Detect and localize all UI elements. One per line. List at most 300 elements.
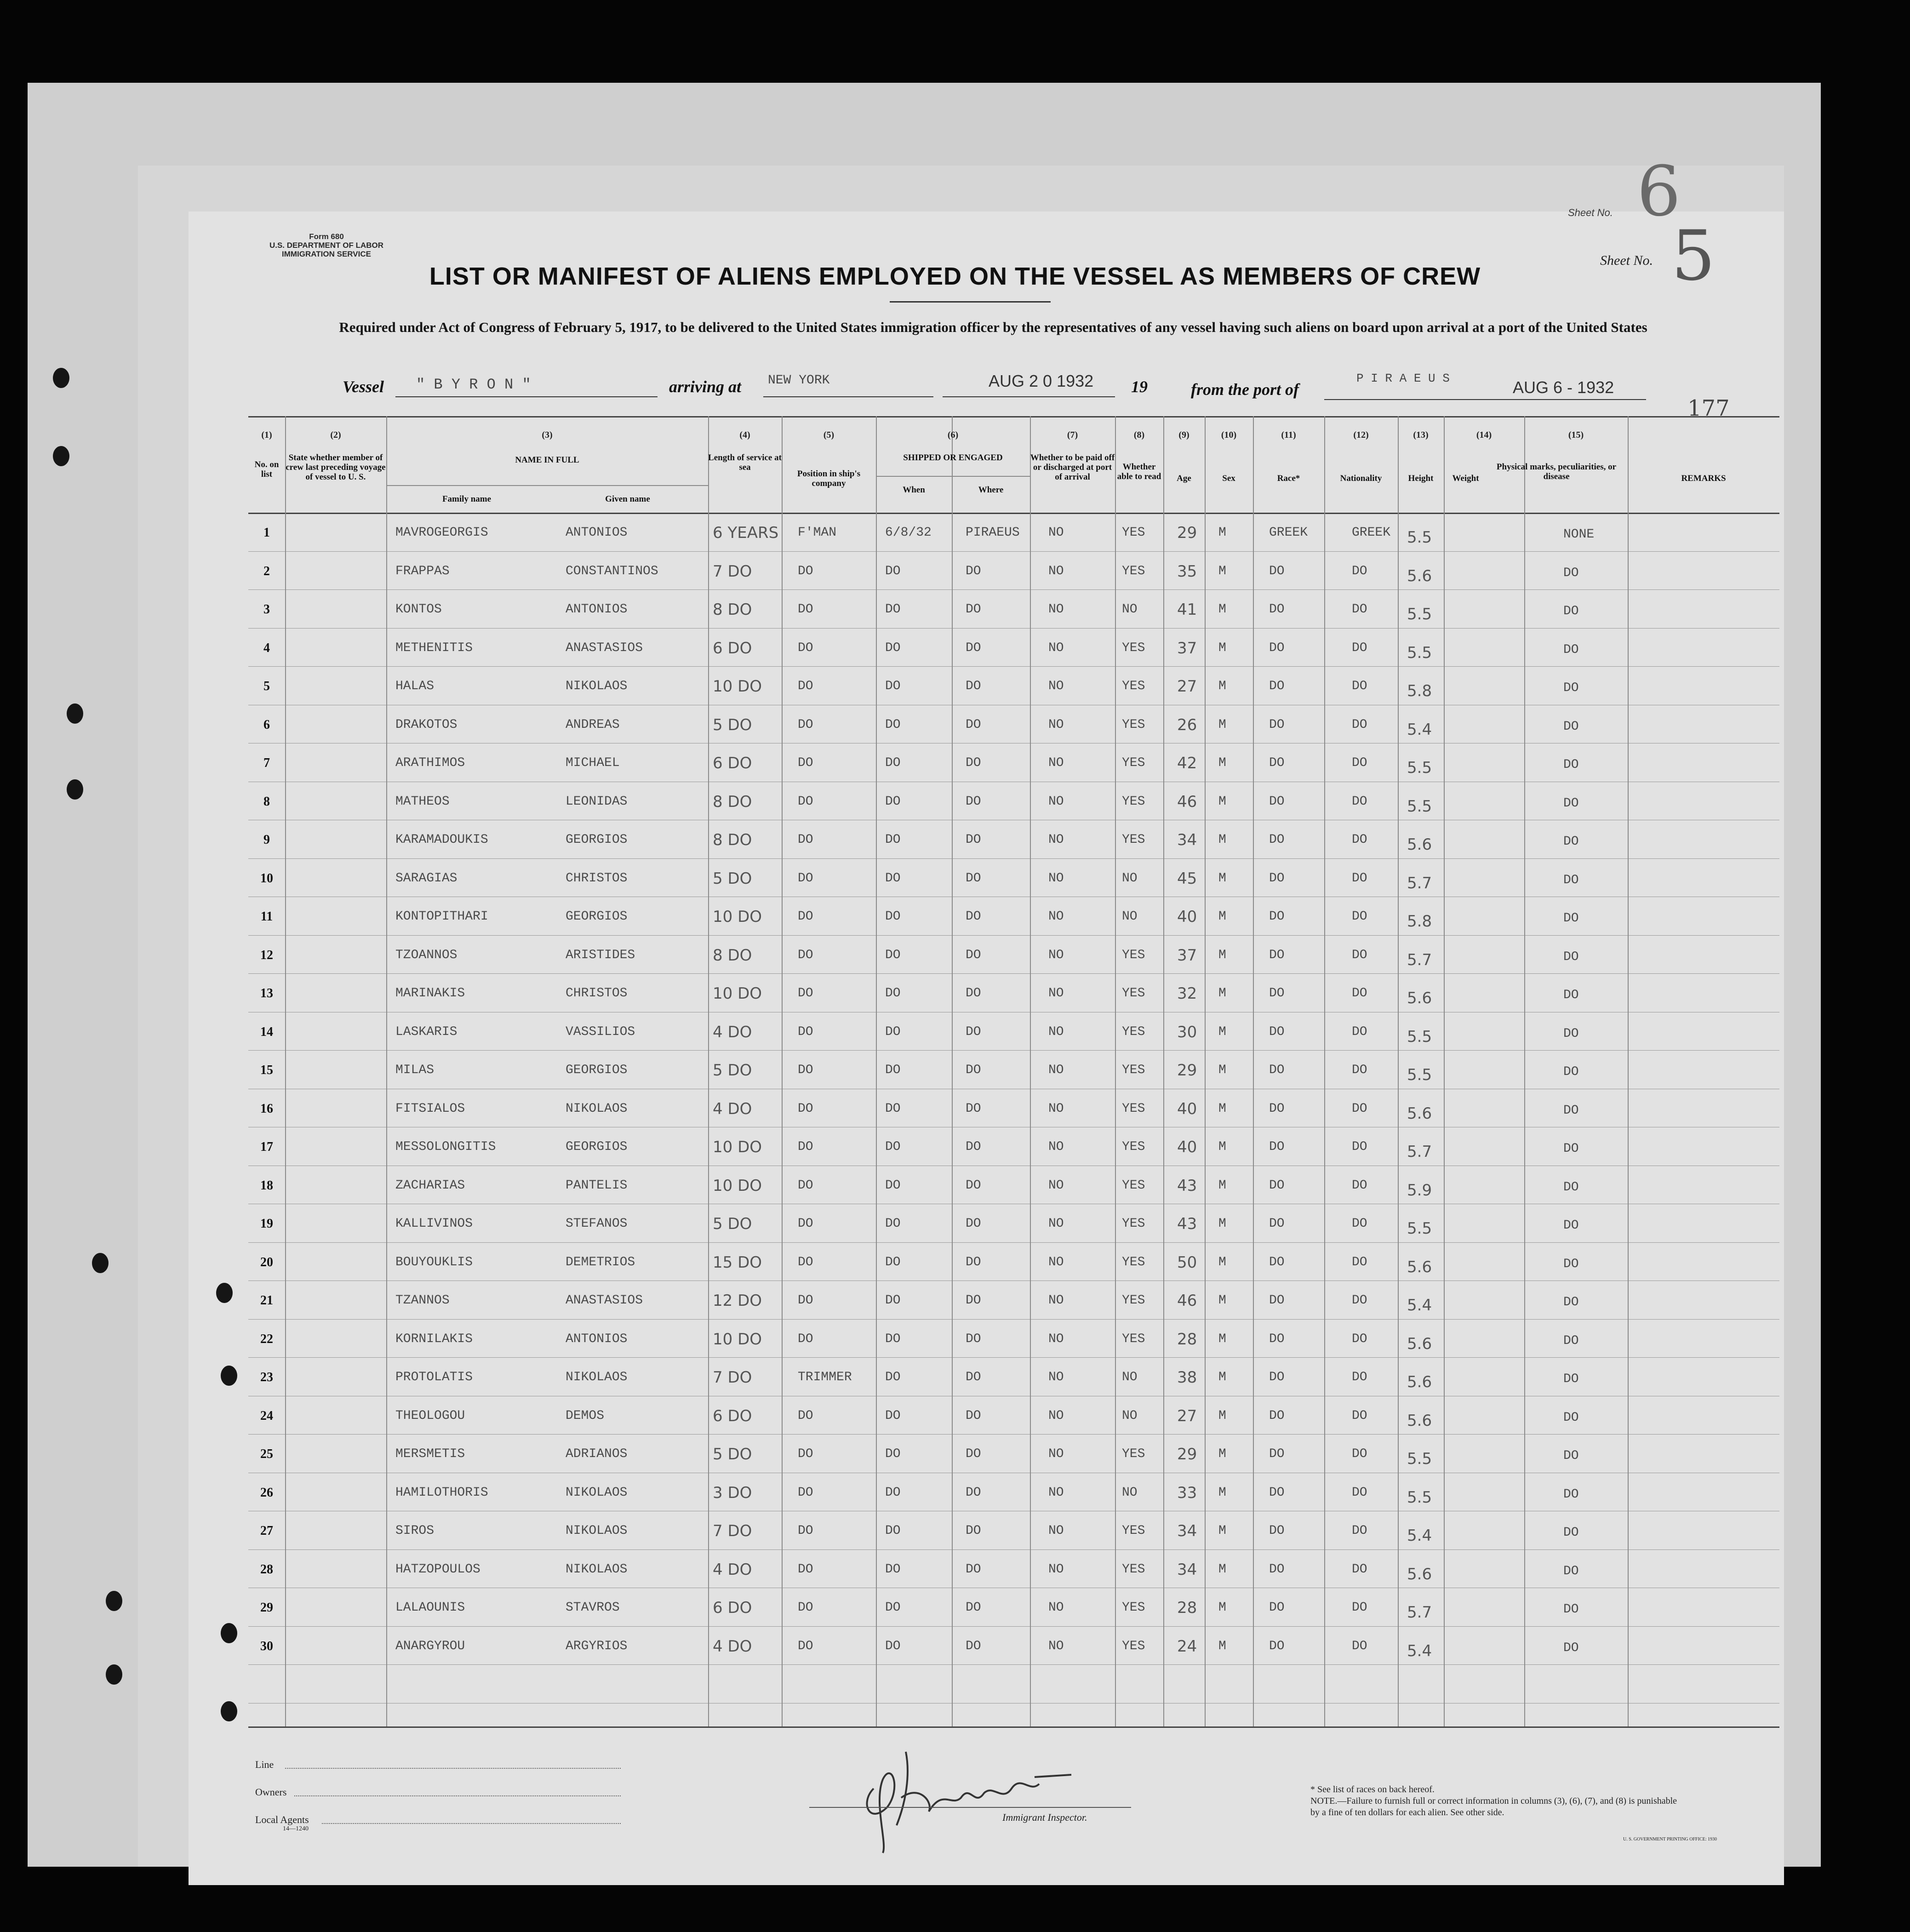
shipped-when: DO — [885, 1447, 901, 1461]
column-rule — [1163, 416, 1164, 1726]
row-number: 26 — [260, 1485, 273, 1500]
paid-off: NO — [1048, 794, 1064, 809]
paid-off: NO — [1048, 1408, 1064, 1423]
column-number: (13) — [1413, 430, 1429, 440]
sex: M — [1218, 871, 1226, 886]
shipped-when: DO — [885, 1178, 901, 1193]
height: 5.6 — [1407, 1565, 1432, 1583]
age: 29 — [1177, 524, 1197, 542]
form-number: Form 680 — [309, 232, 344, 241]
family-name: BOUYOUKLIS — [395, 1255, 473, 1269]
physical-marks: NONE — [1563, 527, 1595, 542]
paid-off: NO — [1048, 526, 1064, 540]
physical-marks: DO — [1563, 988, 1579, 1002]
race: DO — [1269, 564, 1285, 578]
row-rule — [248, 858, 1779, 859]
given-name: STEFANOS — [566, 1217, 628, 1231]
length-of-service: 5 DO — [713, 715, 752, 734]
age: 37 — [1177, 639, 1197, 657]
length-of-service: 10 DO — [713, 984, 762, 1003]
shipped-when: DO — [885, 1101, 901, 1116]
sex: M — [1218, 1370, 1226, 1384]
length-of-service: 10 DO — [713, 1176, 762, 1195]
nationality: DO — [1352, 679, 1367, 693]
length-of-service: 8 DO — [713, 600, 752, 619]
column-number: (6) — [947, 430, 959, 440]
footer-owners-rule — [294, 1795, 621, 1796]
shipped-where: DO — [966, 756, 981, 770]
ship-position: DO — [798, 564, 813, 578]
paid-off: NO — [1048, 986, 1064, 1000]
shipped-where: DO — [966, 948, 981, 962]
row-rule — [248, 551, 1779, 552]
shipped-where: DO — [966, 679, 981, 693]
age: 41 — [1177, 600, 1197, 619]
row-rule — [248, 666, 1779, 667]
column-number: (9) — [1178, 430, 1189, 440]
paid-off: NO — [1048, 679, 1064, 693]
ship-position: DO — [798, 948, 813, 962]
race: DO — [1269, 1524, 1285, 1538]
back-sheet-label: Sheet No. — [1568, 207, 1613, 218]
given-name: DEMETRIOS — [566, 1255, 635, 1269]
family-name: DRAKOTOS — [395, 717, 457, 732]
header-length-service: Length of service at sea — [708, 453, 782, 472]
able-to-read: YES — [1122, 1447, 1145, 1461]
given-name: LEONIDAS — [566, 794, 628, 809]
column-rule — [1524, 416, 1525, 1726]
height: 5.8 — [1407, 682, 1432, 700]
length-of-service: 5 DO — [713, 1445, 752, 1463]
height: 5.8 — [1407, 912, 1432, 931]
row-number: 22 — [260, 1332, 273, 1346]
able-to-read: YES — [1122, 1562, 1145, 1577]
physical-marks: DO — [1563, 949, 1579, 964]
paid-off: NO — [1048, 909, 1064, 924]
shipped-where: DO — [966, 833, 981, 847]
length-of-service: 7 DO — [713, 1522, 752, 1540]
sex: M — [1218, 1524, 1226, 1538]
race: DO — [1269, 794, 1285, 809]
able-to-read: YES — [1122, 1140, 1145, 1154]
age: 43 — [1177, 1176, 1197, 1195]
age: 40 — [1177, 1138, 1197, 1156]
age: 33 — [1177, 1483, 1197, 1502]
sex: M — [1218, 1332, 1226, 1346]
ship-position: DO — [798, 717, 813, 732]
length-of-service: 7 DO — [713, 1368, 752, 1387]
race: DO — [1269, 909, 1285, 924]
sex: M — [1218, 1408, 1226, 1423]
age: 46 — [1177, 1292, 1197, 1310]
age: 40 — [1177, 1099, 1197, 1118]
departure-date-stamp: AUG 6 - 1932 — [1513, 378, 1614, 397]
nationality: DO — [1352, 986, 1367, 1000]
length-of-service: 6 DO — [713, 639, 752, 657]
binder-hole — [221, 1366, 237, 1386]
given-name: ANASTASIOS — [566, 1293, 643, 1308]
family-name: MATHEOS — [395, 794, 450, 809]
ship-position: DO — [798, 909, 813, 924]
row-number: 7 — [263, 756, 270, 770]
sex: M — [1218, 640, 1226, 655]
age: 46 — [1177, 792, 1197, 811]
physical-marks: DO — [1563, 1142, 1579, 1156]
length-of-service: 10 DO — [713, 1330, 762, 1349]
footer-line-label: Line — [255, 1759, 274, 1770]
paid-off: NO — [1048, 602, 1064, 617]
age: 29 — [1177, 1445, 1197, 1463]
row-number: 19 — [260, 1217, 273, 1231]
header-weight: Weight — [1452, 474, 1479, 483]
able-to-read: YES — [1122, 1024, 1145, 1039]
footer-line-rule — [285, 1768, 621, 1769]
family-name: TZOANNOS — [395, 948, 457, 962]
shipped-where: DO — [966, 871, 981, 886]
shipped-where: DO — [966, 986, 981, 1000]
header-height: Height — [1408, 474, 1434, 483]
physical-marks: DO — [1563, 566, 1579, 580]
form-service: IMMIGRATION SERVICE — [282, 250, 371, 258]
table-bottom-rule — [248, 1726, 1779, 1728]
height: 5.5 — [1407, 1027, 1432, 1046]
row-number: 29 — [260, 1600, 273, 1615]
race: DO — [1269, 679, 1285, 693]
height: 5.5 — [1407, 605, 1432, 623]
column-number: (10) — [1221, 430, 1237, 440]
paid-off: NO — [1048, 1639, 1064, 1653]
title-rule — [890, 301, 1051, 303]
shipped-where: DO — [966, 640, 981, 655]
shipped-when: DO — [885, 833, 901, 847]
header-nationality: Nationality — [1340, 474, 1382, 483]
header-given-name: Given name — [605, 494, 650, 504]
shipped-where: DO — [966, 1524, 981, 1538]
age: 45 — [1177, 869, 1197, 888]
given-name: ANDREAS — [566, 717, 620, 732]
header-subrule — [386, 485, 708, 486]
column-number: (11) — [1281, 430, 1296, 440]
header-shipped: SHIPPED OR ENGAGED — [903, 453, 1003, 463]
paid-off: NO — [1048, 1024, 1064, 1039]
given-name: VASSILIOS — [566, 1024, 635, 1039]
paid-off: NO — [1048, 1140, 1064, 1154]
column-rule — [285, 416, 286, 1726]
ship-position: DO — [798, 794, 813, 809]
row-number: 11 — [260, 909, 273, 924]
column-number: (8) — [1133, 430, 1145, 440]
ship-position: TRIMMER — [798, 1370, 852, 1384]
able-to-read: YES — [1122, 833, 1145, 847]
shipped-where: DO — [966, 1408, 981, 1423]
physical-marks: DO — [1563, 1602, 1579, 1617]
header-position: Position in ship's company — [797, 469, 861, 488]
vessel-name: " B Y R O N " — [416, 376, 531, 393]
row-number: 6 — [263, 717, 270, 732]
nationality: DO — [1352, 1370, 1367, 1384]
shipped-when: DO — [885, 1063, 901, 1077]
family-name: KALLIVINOS — [395, 1217, 473, 1231]
shipped-when: DO — [885, 679, 901, 693]
arrival-date-rule — [943, 396, 1115, 397]
physical-marks: DO — [1563, 642, 1579, 657]
family-name: SIROS — [395, 1524, 435, 1538]
race: DO — [1269, 1332, 1285, 1346]
paid-off: NO — [1048, 1485, 1064, 1500]
physical-marks: DO — [1563, 835, 1579, 849]
nationality: DO — [1352, 1447, 1367, 1461]
family-name: MERSMETIS — [395, 1447, 465, 1461]
shipped-where: DO — [966, 1217, 981, 1231]
family-name: KARAMADOUKIS — [395, 833, 488, 847]
header-where: Where — [978, 485, 1004, 495]
sex: M — [1218, 1178, 1226, 1193]
row-number: 21 — [260, 1293, 273, 1308]
family-name: MILAS — [395, 1063, 435, 1077]
length-of-service: 6 DO — [713, 754, 752, 772]
sex: M — [1218, 1600, 1226, 1615]
binder-hole — [67, 779, 83, 800]
physical-marks: DO — [1563, 681, 1579, 695]
length-of-service: 10 DO — [713, 1138, 762, 1156]
able-to-read: YES — [1122, 948, 1145, 962]
sex: M — [1218, 1024, 1226, 1039]
paid-off: NO — [1048, 564, 1064, 578]
column-rule — [1030, 416, 1031, 1726]
header-race: Race* — [1277, 474, 1300, 483]
given-name: NIKOLAOS — [566, 1101, 628, 1116]
sheet-no-value: 5 — [1671, 216, 1716, 296]
footer-owners-label: Owners — [255, 1786, 287, 1798]
sex: M — [1218, 564, 1226, 578]
height: 5.6 — [1407, 1334, 1432, 1353]
nationality: DO — [1352, 1524, 1367, 1538]
height: 5.4 — [1407, 720, 1432, 739]
age: 38 — [1177, 1368, 1197, 1387]
shipped-when: 6/8/32 — [885, 526, 932, 540]
sex: M — [1218, 1217, 1226, 1231]
row-rule — [248, 1050, 1779, 1051]
shipped-where: DO — [966, 1255, 981, 1269]
binder-hole — [216, 1283, 233, 1303]
column-number: (3) — [542, 430, 553, 440]
nationality: DO — [1352, 1178, 1367, 1193]
length-of-service: 4 DO — [713, 1099, 752, 1118]
row-number: 1 — [263, 526, 270, 540]
race: DO — [1269, 602, 1285, 617]
height: 5.6 — [1407, 989, 1432, 1007]
given-name: MICHAEL — [566, 756, 620, 770]
physical-marks: DO — [1563, 1487, 1579, 1502]
physical-marks: DO — [1563, 911, 1579, 926]
row-rule — [248, 1357, 1779, 1358]
nationality: DO — [1352, 1332, 1367, 1346]
row-rule — [248, 589, 1779, 590]
age: 34 — [1177, 1560, 1197, 1579]
sex: M — [1218, 1101, 1226, 1116]
ship-position: DO — [798, 602, 813, 617]
shipped-when: DO — [885, 1332, 901, 1346]
family-name: KONTOS — [395, 602, 442, 617]
nationality: DO — [1352, 564, 1367, 578]
nationality: DO — [1352, 1140, 1367, 1154]
race-note: * See list of races on back hereof. — [1310, 1784, 1435, 1795]
nationality: DO — [1352, 871, 1367, 886]
sex: M — [1218, 756, 1226, 770]
length-of-service: 8 DO — [713, 946, 752, 965]
shipped-when: DO — [885, 756, 901, 770]
given-name: GEORGIOS — [566, 1063, 628, 1077]
row-number: 8 — [263, 794, 270, 809]
row-rule — [248, 1626, 1779, 1627]
nationality: DO — [1352, 602, 1367, 617]
family-name: KONTOPITHARI — [395, 909, 488, 924]
physical-marks: DO — [1563, 1410, 1579, 1425]
sex: M — [1218, 948, 1226, 962]
given-name: ANTONIOS — [566, 602, 628, 617]
row-rule — [248, 1319, 1779, 1320]
able-to-read: YES — [1122, 756, 1145, 770]
row-number: 24 — [260, 1408, 273, 1423]
age: 28 — [1177, 1330, 1197, 1349]
physical-marks: DO — [1563, 796, 1579, 811]
race: DO — [1269, 1024, 1285, 1039]
footer-agents-rule — [322, 1823, 621, 1824]
row-number: 10 — [260, 871, 273, 886]
age: 26 — [1177, 715, 1197, 734]
paid-off: NO — [1048, 717, 1064, 732]
ship-position: DO — [798, 1600, 813, 1615]
nationality: DO — [1352, 1408, 1367, 1423]
sex: M — [1218, 1293, 1226, 1308]
shipped-when: DO — [885, 1524, 901, 1538]
physical-marks: DO — [1563, 1103, 1579, 1118]
column-rule — [708, 416, 709, 1726]
shipped-where: DO — [966, 1447, 981, 1461]
arriving-port: NEW YORK — [768, 373, 830, 388]
nationality: DO — [1352, 1639, 1367, 1653]
height: 5.7 — [1407, 1603, 1432, 1622]
age: 42 — [1177, 754, 1197, 772]
paid-off: NO — [1048, 1178, 1064, 1193]
race: DO — [1269, 756, 1285, 770]
row-number: 4 — [263, 640, 270, 655]
row-number: 2 — [263, 564, 270, 578]
ship-position: DO — [798, 679, 813, 693]
shipped-when: DO — [885, 564, 901, 578]
paid-off: NO — [1048, 1332, 1064, 1346]
given-name: STAVROS — [566, 1600, 620, 1615]
height: 5.5 — [1407, 528, 1432, 547]
form-identifier — [248, 232, 405, 258]
family-name: LALAOUNIS — [395, 1600, 465, 1615]
nationality: DO — [1352, 1063, 1367, 1077]
shipped-when: DO — [885, 909, 901, 924]
length-of-service: 5 DO — [713, 869, 752, 888]
able-to-read: NO — [1122, 871, 1138, 886]
race: DO — [1269, 1447, 1285, 1461]
able-to-read: YES — [1122, 1178, 1145, 1193]
height: 5.5 — [1407, 797, 1432, 816]
ship-position: DO — [798, 1524, 813, 1538]
nationality: DO — [1352, 1101, 1367, 1116]
given-name: NIKOLAOS — [566, 1370, 628, 1384]
height: 5.7 — [1407, 950, 1432, 969]
header-marks: Physical marks, peculiarities, or disease — [1496, 462, 1617, 481]
sheet-no-label: Sheet No. — [1600, 253, 1653, 268]
ship-position: DO — [798, 986, 813, 1000]
column-number: (4) — [739, 430, 750, 440]
sex: M — [1218, 717, 1226, 732]
row-number: 28 — [260, 1562, 273, 1577]
column-rule — [1205, 416, 1206, 1726]
row-rule — [248, 1434, 1779, 1435]
header-family-name: Family name — [442, 494, 492, 504]
shipped-when: DO — [885, 1293, 901, 1308]
nationality: DO — [1352, 756, 1367, 770]
binder-hole — [53, 446, 69, 466]
arriving-label: arriving at — [669, 377, 742, 396]
nationality: DO — [1352, 717, 1367, 732]
family-name: ZACHARIAS — [395, 1178, 465, 1193]
race: DO — [1269, 1485, 1285, 1500]
header-remarks: REMARKS — [1681, 474, 1726, 483]
length-of-service: 7 DO — [713, 562, 752, 581]
physical-marks: DO — [1563, 1180, 1579, 1195]
height: 5.5 — [1407, 759, 1432, 777]
paid-off: NO — [1048, 1370, 1064, 1384]
paid-off: NO — [1048, 948, 1064, 962]
family-name: TZANNOS — [395, 1293, 450, 1308]
physical-marks: DO — [1563, 604, 1579, 618]
column-rule — [876, 416, 877, 1726]
height: 5.7 — [1407, 1143, 1432, 1161]
shipped-where: DO — [966, 602, 981, 617]
length-of-service: 5 DO — [713, 1215, 752, 1233]
shipped-where: DO — [966, 909, 981, 924]
row-number: 15 — [260, 1063, 273, 1077]
paid-off: NO — [1048, 1447, 1064, 1461]
given-name: NIKOLAOS — [566, 679, 628, 693]
inspector-signature — [855, 1733, 1094, 1862]
race: DO — [1269, 717, 1285, 732]
height: 5.4 — [1407, 1641, 1432, 1660]
binder-hole — [221, 1701, 237, 1721]
header-paid-off: Whether to be paid off or discharged at port of arrival — [1030, 453, 1115, 482]
shipped-when: DO — [885, 717, 901, 732]
able-to-read: YES — [1122, 1255, 1145, 1269]
shipped-where: DO — [966, 564, 981, 578]
paid-off: NO — [1048, 1217, 1064, 1231]
shipped-when: DO — [885, 948, 901, 962]
nationality: DO — [1352, 948, 1367, 962]
given-name: CONSTANTINOS — [566, 564, 658, 578]
ship-position: DO — [798, 871, 813, 886]
header-subrule — [876, 476, 1030, 477]
shipped-when: DO — [885, 1485, 901, 1500]
column-rule — [952, 416, 953, 1726]
ship-position: DO — [798, 1101, 813, 1116]
nationality: DO — [1352, 640, 1367, 655]
shipped-where: DO — [966, 1024, 981, 1039]
given-name: ARISTIDES — [566, 948, 635, 962]
family-name: MESSOLONGITIS — [395, 1140, 496, 1154]
column-number: (12) — [1353, 430, 1369, 440]
age: 40 — [1177, 908, 1197, 926]
given-name: GEORGIOS — [566, 833, 628, 847]
length-of-service: 8 DO — [713, 831, 752, 849]
shipped-when: DO — [885, 1217, 901, 1231]
